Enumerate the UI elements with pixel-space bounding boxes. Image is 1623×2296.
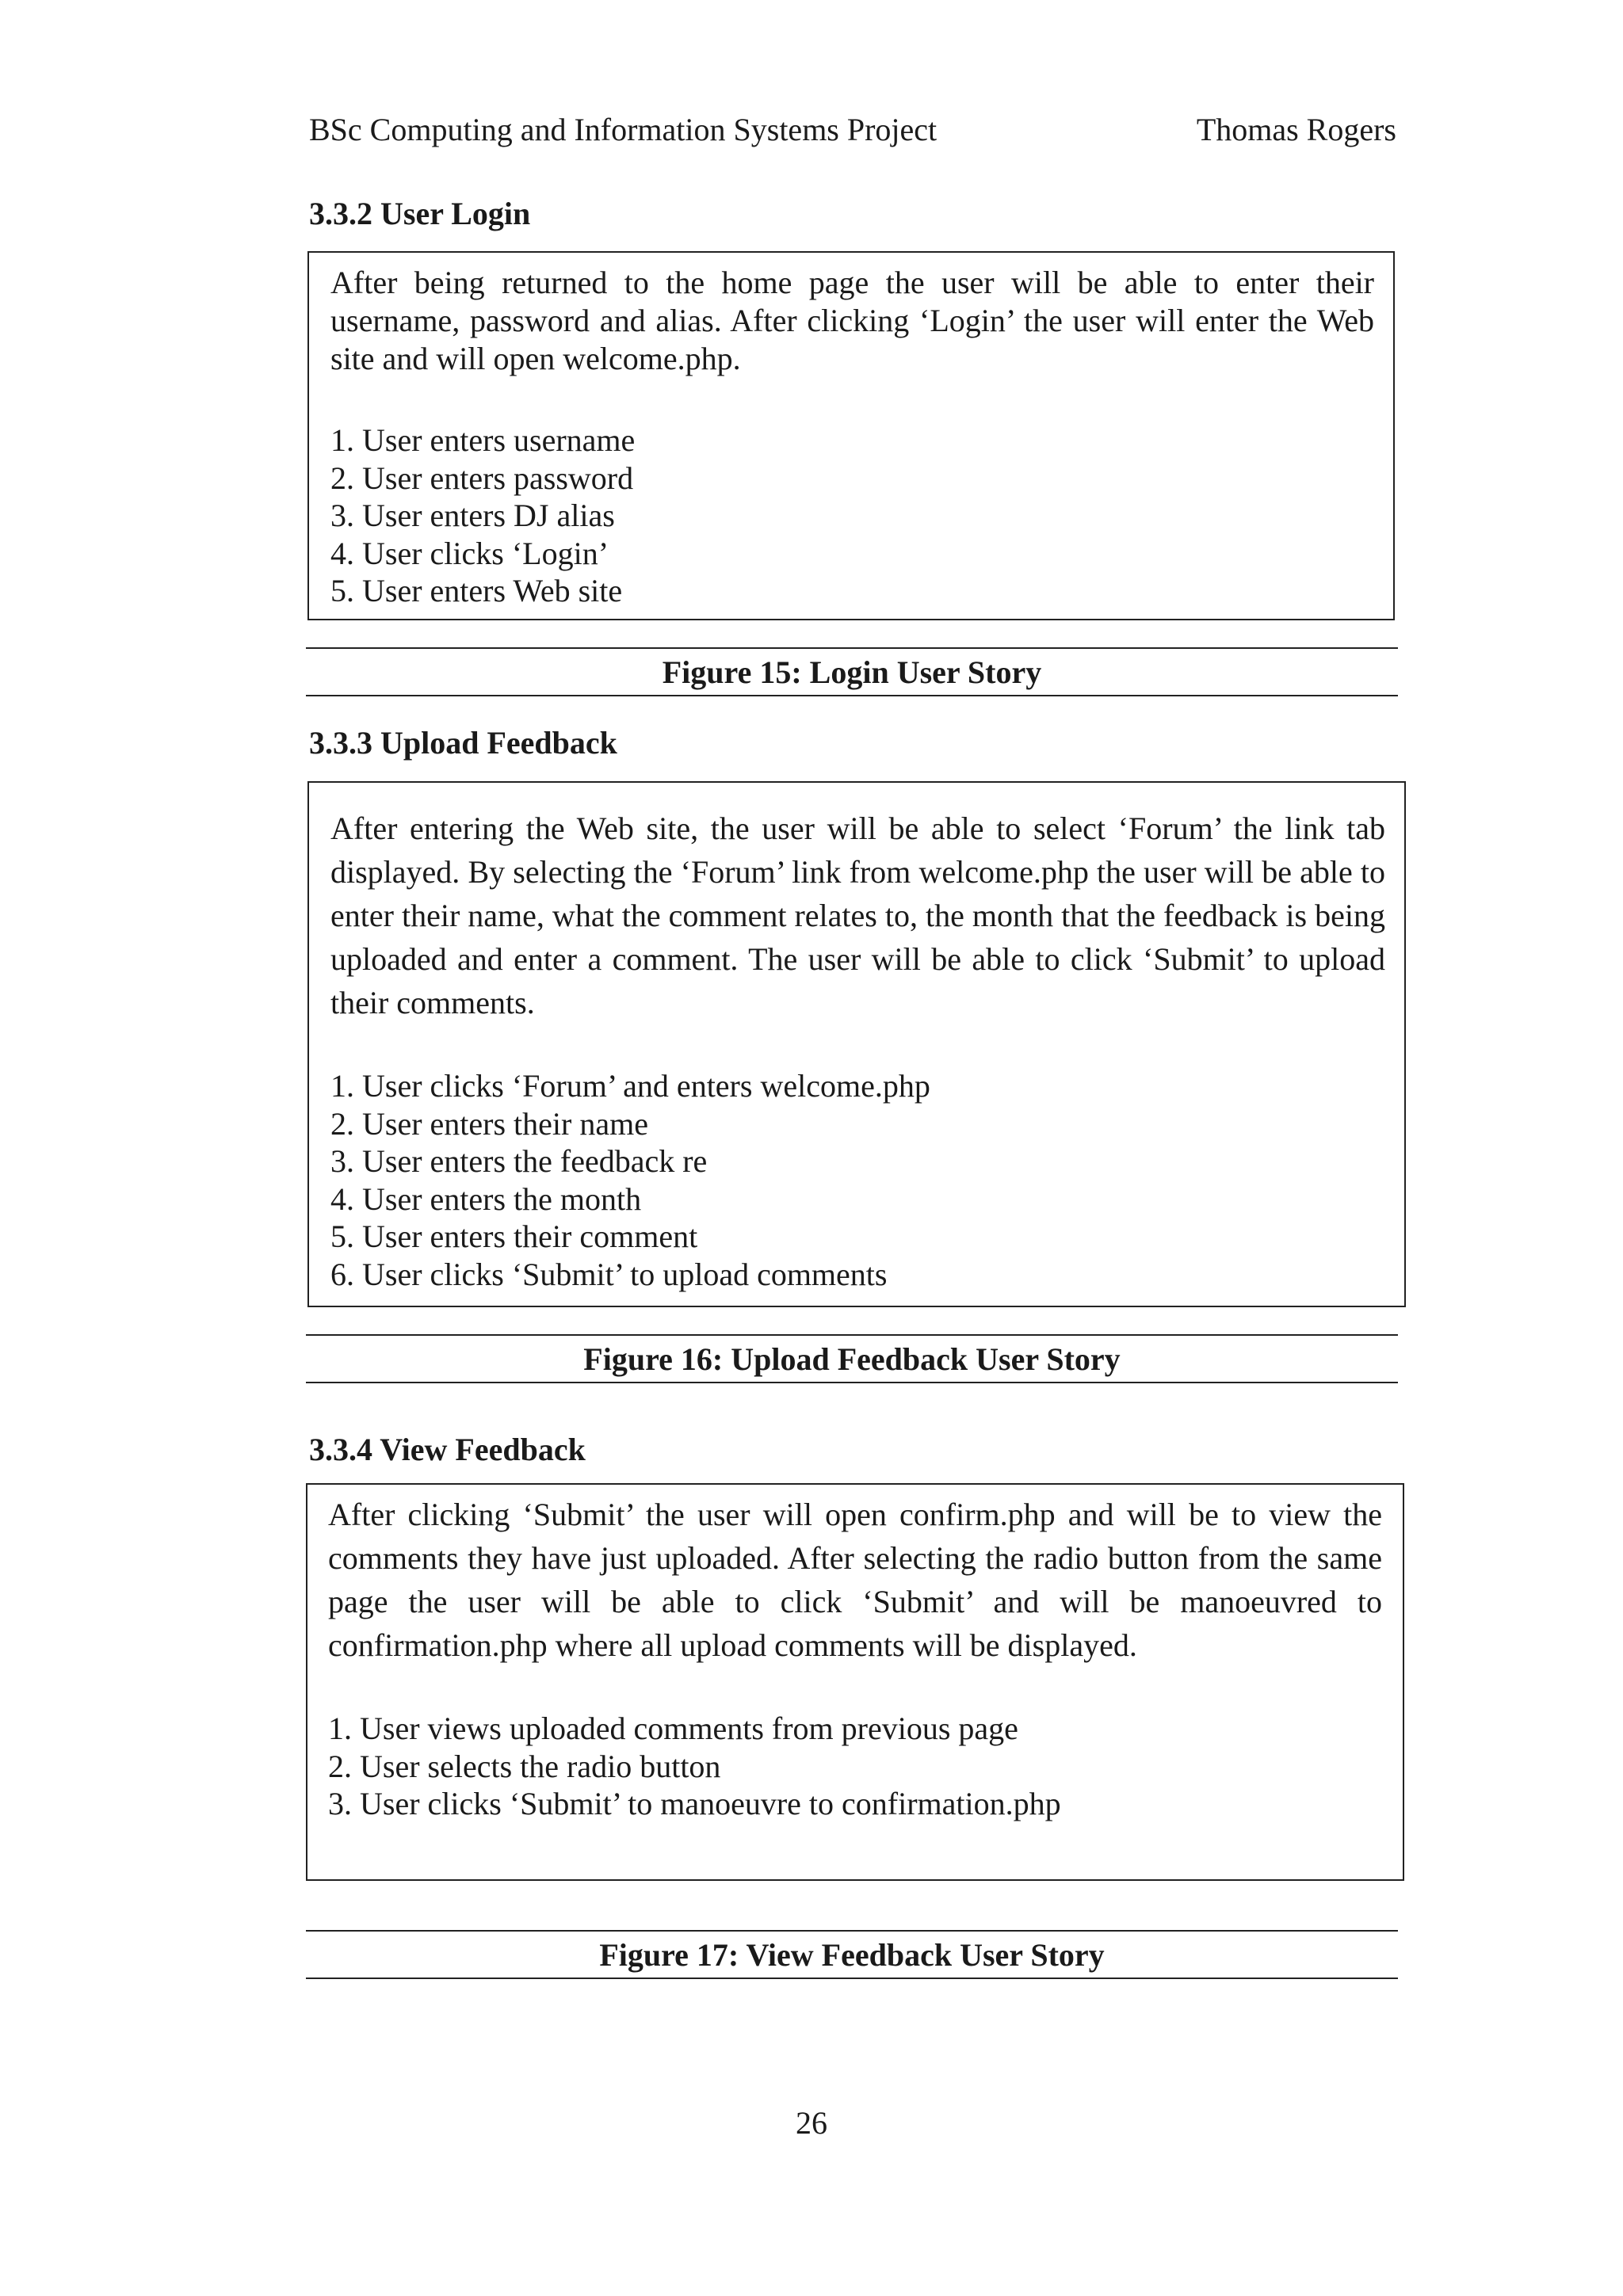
figure-caption-15: Figure 15: Login User Story	[306, 647, 1398, 696]
user-story-step: 2. User enters password	[330, 460, 634, 496]
user-story-description: After entering the Web site, the user will be able to select ‘Forum’ the link tab displayed. By selecting the ‘Forum’ link from welcome.php the user will be able to enter their name, what the comment relates to, the month that the feedback is being uploaded and enter a comment. The user will be able to click ‘Submit’ to upload their comments.	[330, 810, 1385, 1020]
user-story-step: 4. User clicks ‘Login’	[330, 535, 609, 571]
running-header-title: BSc Computing and Information Systems Project	[309, 112, 938, 147]
user-story-step: 1. User enters username	[330, 422, 636, 458]
user-story-step: 5. User enters Web site	[330, 573, 623, 608]
user-story-step: 6. User clicks ‘Submit’ to upload comments	[330, 1256, 888, 1292]
user-story-steps	[330, 1067, 1385, 1293]
figure-caption-16: Figure 16: Upload Feedback User Story	[306, 1334, 1398, 1383]
user-story-step: 4. User enters the month	[330, 1180, 642, 1217]
user-story-step: 2. User selects the radio button	[328, 1748, 721, 1784]
user-story-box-login	[307, 251, 1395, 620]
running-header-author: Thomas Rogers	[1196, 112, 1396, 147]
user-story-step: 3. User enters DJ alias	[330, 498, 615, 533]
user-story-step: 3. User clicks ‘Submit’ to manoeuvre to confirmation.php	[328, 1786, 1061, 1821]
user-story-description: After clicking ‘Submit’ the user will open confirm.php and will be to view the comments they have just uploaded. After selecting the radio button from the same page the user will be able to click ‘Submit’ and will be manoeuvred to confirmation.php where all upload comments will be displayed.	[328, 1497, 1382, 1663]
section-heading-upload-feedback: 3.3.3 Upload Feedback	[309, 725, 617, 761]
figure-caption-17: Figure 17: View Feedback User Story	[306, 1930, 1398, 1979]
user-story-description: After being returned to the home page the user will be able to enter their username, password and alias. After clicking ‘Login’ the user will enter the Web site and will open welcome.php.	[330, 265, 1374, 376]
user-story-steps	[328, 1710, 1382, 1823]
user-story-box-view-feedback	[306, 1483, 1404, 1881]
section-heading-view-feedback: 3.3.4 View Feedback	[309, 1432, 586, 1467]
user-story-step: 5. User enters their comment	[330, 1219, 698, 1254]
user-story-box-upload-feedback	[307, 781, 1406, 1307]
user-story-step: 2. User enters their name	[330, 1105, 648, 1142]
page-number: 26	[796, 2105, 827, 2141]
user-story-steps	[330, 421, 1374, 610]
user-story-step: 1. User views uploaded comments from previous page	[328, 1711, 1018, 1746]
user-story-step: 1. User clicks ‘Forum’ and enters welcome.php	[330, 1068, 930, 1104]
section-heading-user-login: 3.3.2 User Login	[309, 196, 531, 231]
user-story-step: 3. User enters the feedback re	[330, 1143, 708, 1179]
